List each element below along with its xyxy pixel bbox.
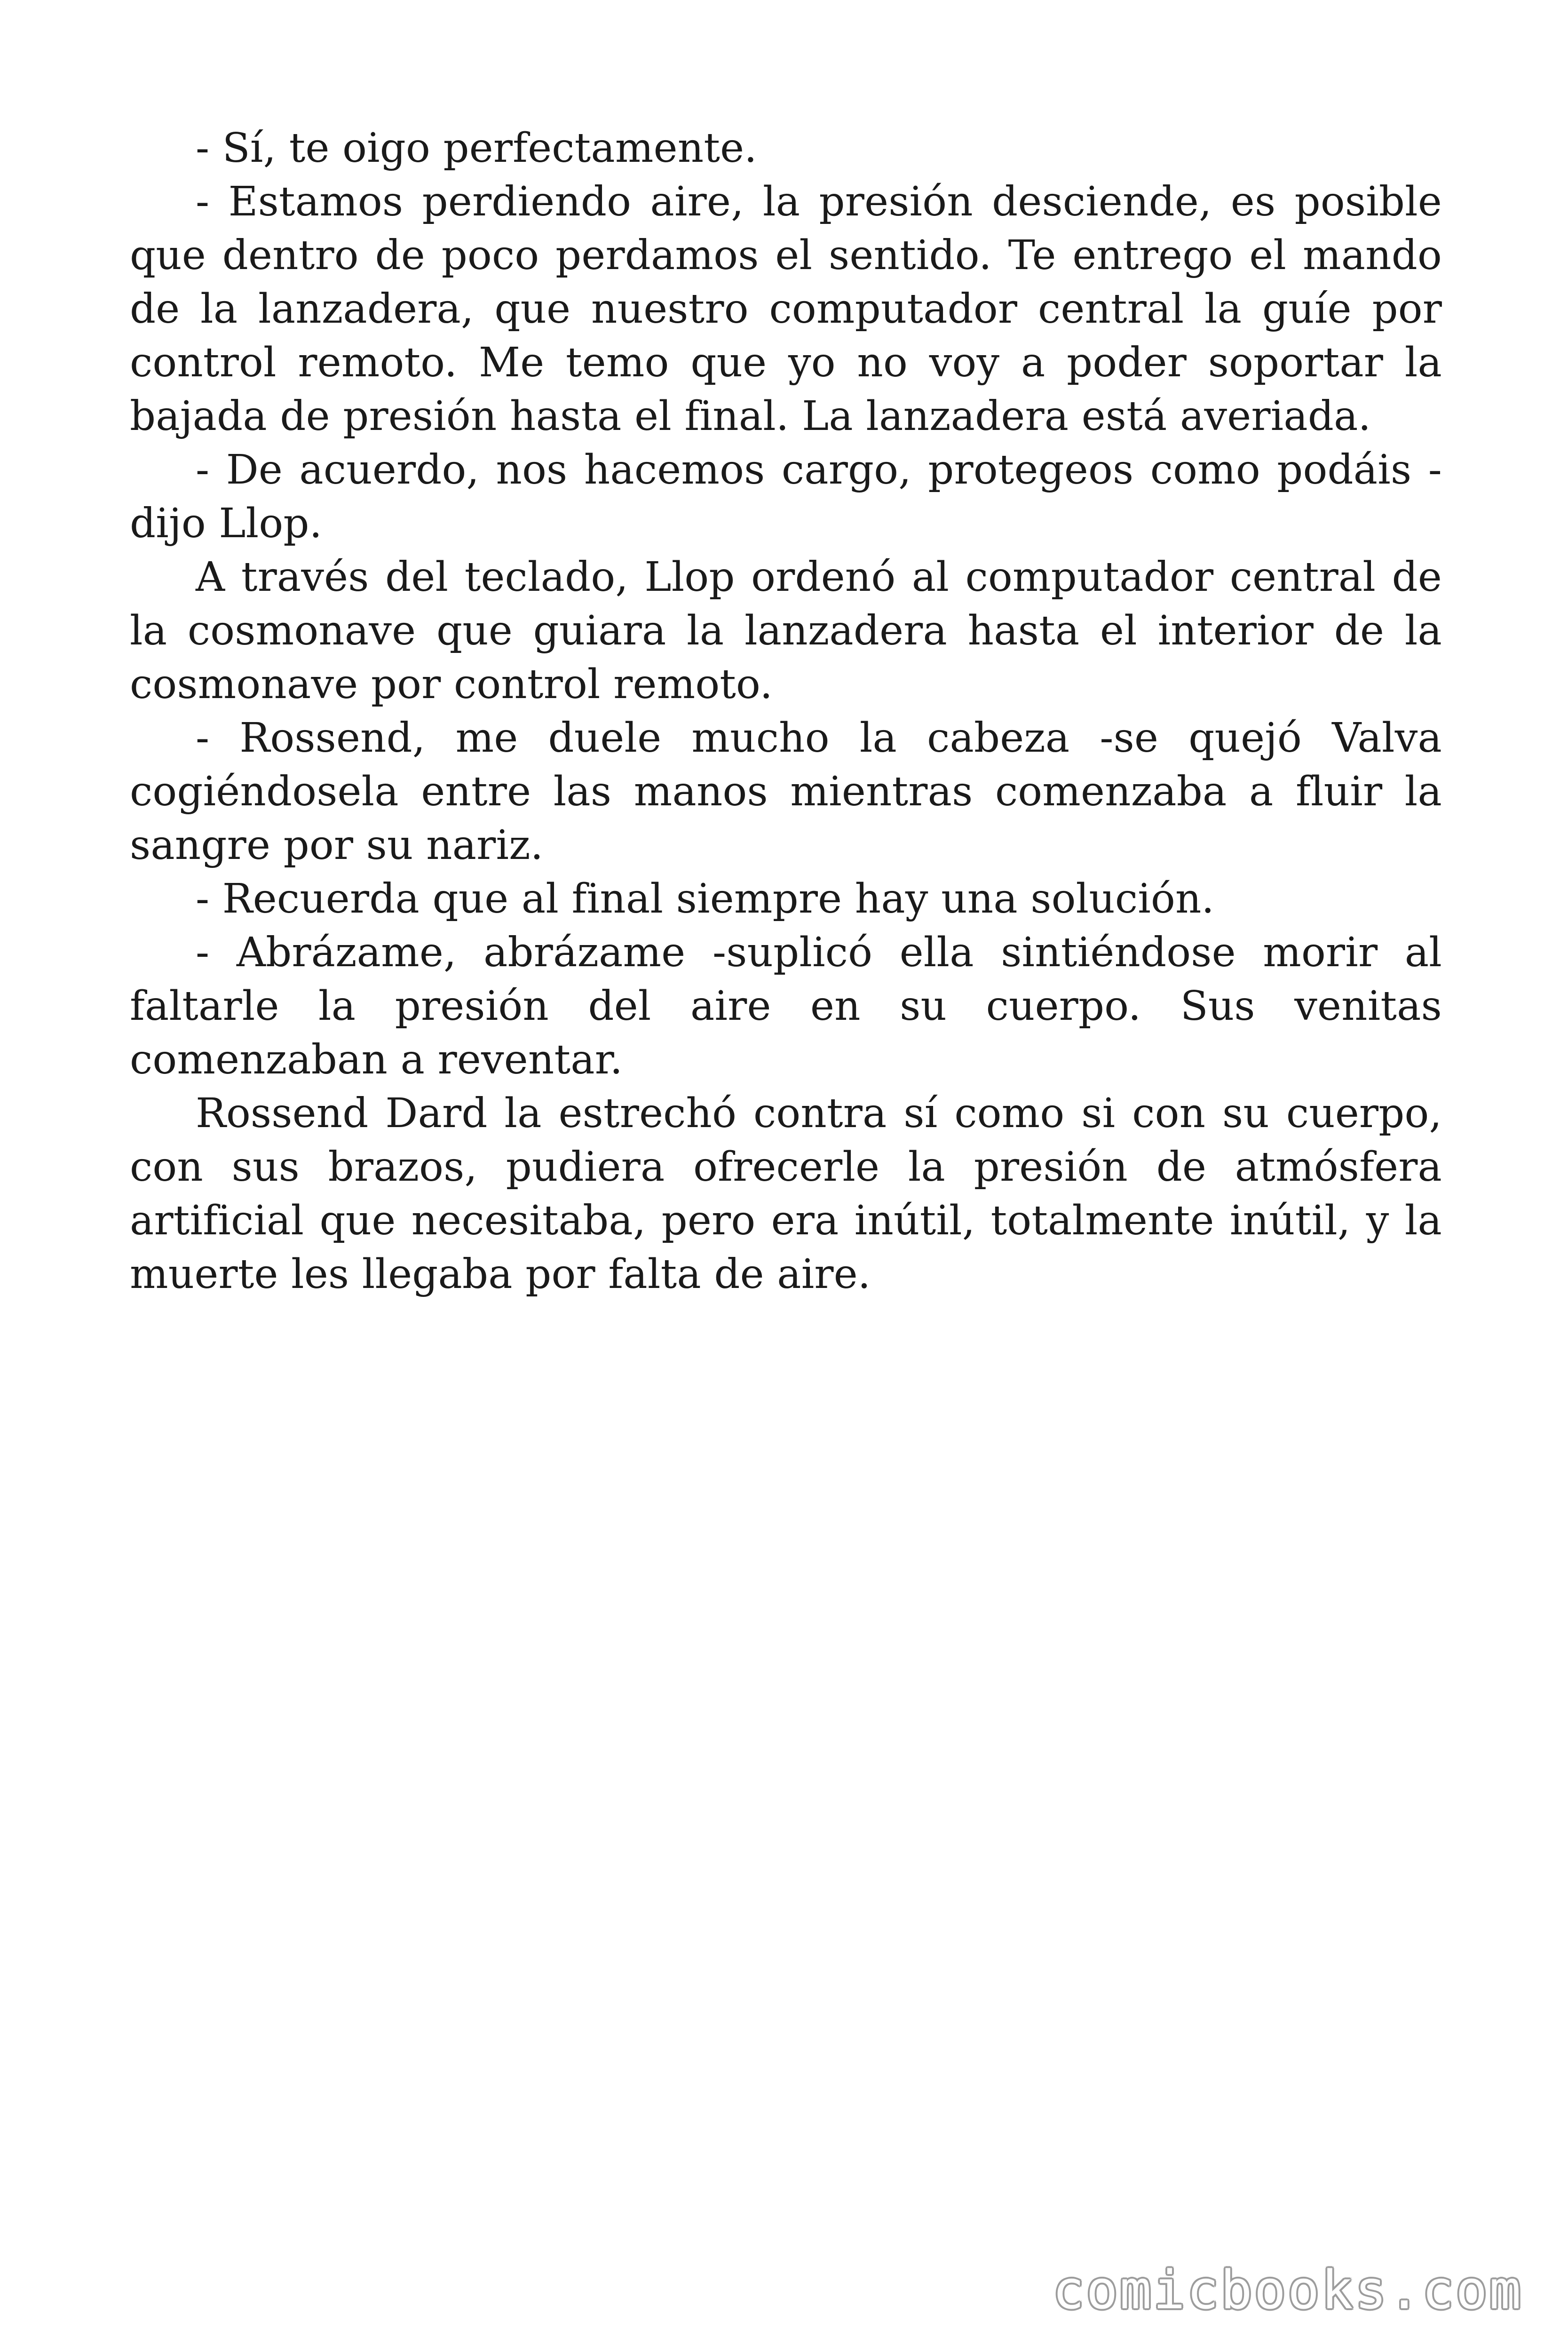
paragraph-3: - De acuerdo, nos hacemos cargo, protegeos como podáis -dijo Llop. (130, 446, 1442, 547)
paragraph-4: A través del teclado, Llop ordenó al computador central de la cosmonave que guiara la lanzadera hasta el interior de la cosmonave por control remoto. (130, 554, 1442, 708)
paragraph-5: - Rossend, me duele mucho la cabeza -se quejó Valva cogiéndosela entre las manos mientras comenzaba a fluir la sangre por su nariz. (130, 715, 1442, 869)
paragraph-7: - Abrázame, abrázame -suplicó ella sintiéndose morir al faltarle la presión del aire en su cuerpo. Sus venitas comenzaban a reventar. (130, 929, 1442, 1083)
paragraph-6: - Recuerda que al final siempre hay una solución. (196, 875, 1215, 922)
watermark: comicbooks.com (1052, 2260, 1523, 2321)
page-body (130, 121, 1442, 1301)
paragraph-8: Rossend Dard la estrechó contra sí como si con su cuerpo, con sus brazos, pudiera ofrecerle la presión de atmósfera artificial que necesitaba, pero era inútil, totalmente inútil, y la muerte les llegaba por falta de aire. (130, 1090, 1442, 1298)
paragraph-2: - Estamos perdiendo aire, la presión desciende, es posible que dentro de poco perdamos el sentido. Te entrego el mando de la lanzadera, que nuestro computador central la guíe por control remoto. Me temo que yo no voy a poder soportar la bajada de presión hasta el final. La lanzadera está averiada. (130, 178, 1442, 440)
paragraph-1: - Sí, te oigo perfectamente. (196, 125, 757, 172)
